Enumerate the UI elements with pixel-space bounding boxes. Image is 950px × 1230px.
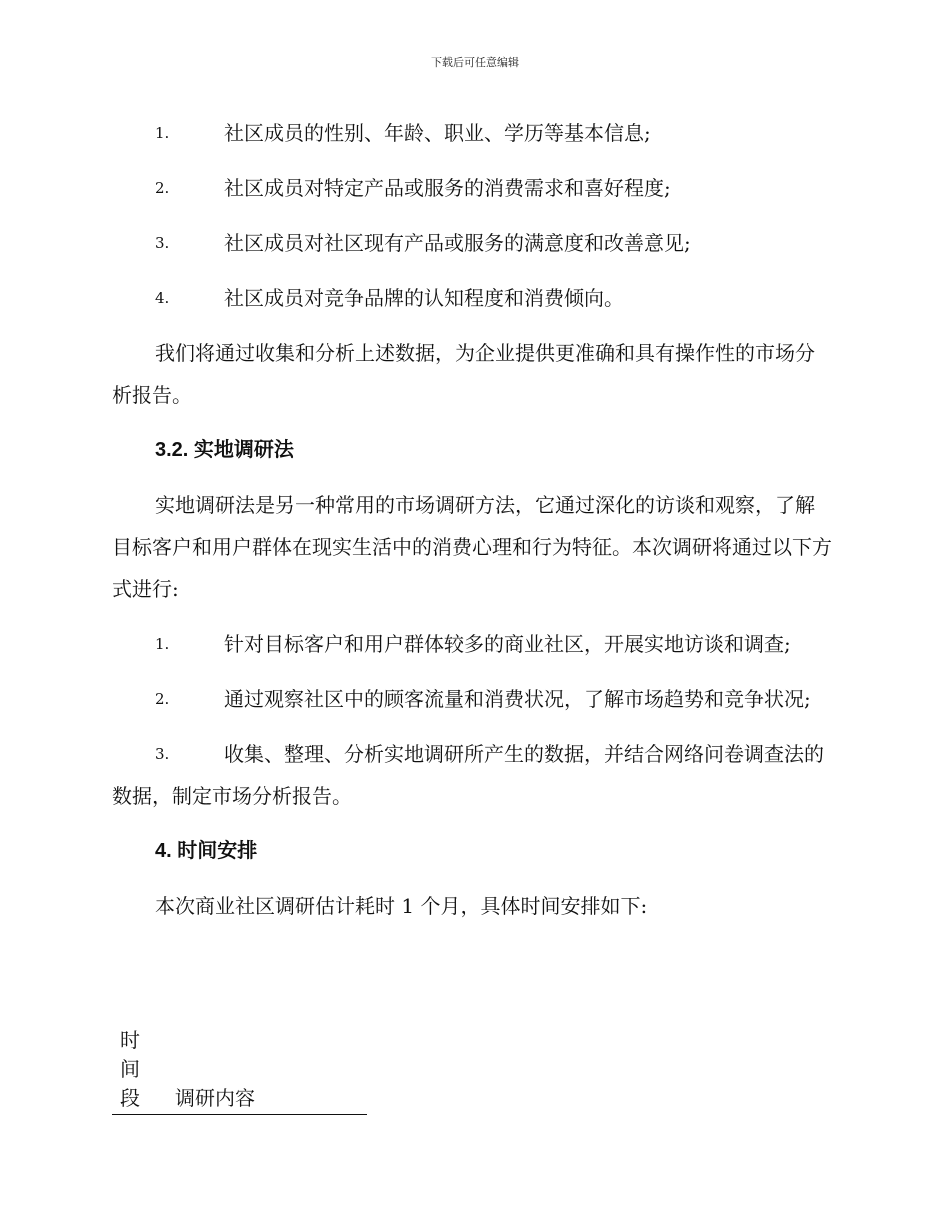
list-number: 1. bbox=[155, 124, 170, 142]
document-body bbox=[112, 112, 834, 940]
list-item bbox=[112, 112, 834, 154]
table-header-time: 时间段 bbox=[120, 1028, 140, 1110]
schedule-table bbox=[112, 1026, 367, 1115]
paragraph: 本次商业社区调研估计耗时 1 个月，具体时间安排如下: bbox=[155, 894, 648, 918]
table-header-content: 调研内容 bbox=[175, 1086, 255, 1110]
section-heading: 4. 时间安排 bbox=[155, 840, 258, 862]
list-number: 3. bbox=[155, 234, 170, 252]
list-number: 4. bbox=[155, 289, 170, 307]
paragraph: 我们将通过收集和分析上述数据，为企业提供更准确和具有操作性的市场分析报告。 bbox=[112, 341, 815, 407]
list-item bbox=[112, 277, 834, 319]
list-text: 针对目标客户和用户群体较多的商业社区，开展实地访谈和调查; bbox=[224, 632, 791, 656]
list-item bbox=[112, 678, 834, 720]
list-item bbox=[112, 167, 834, 209]
list-text: 通过观察社区中的顾客流量和消费状况，了解市场趋势和竞争状况; bbox=[224, 687, 811, 711]
list-text: 社区成员对特定产品或服务的消费需求和喜好程度; bbox=[224, 176, 671, 200]
list-text: 社区成员对竞争品牌的认知程度和消费倾向。 bbox=[224, 286, 624, 310]
list-number: 1. bbox=[155, 635, 170, 653]
list-text: 社区成员的性别、年龄、职业、学历等基本信息; bbox=[224, 121, 651, 145]
list-item bbox=[112, 222, 834, 264]
list-item bbox=[112, 733, 834, 817]
section-heading: 3.2. 实地调研法 bbox=[155, 439, 294, 461]
list-item bbox=[112, 623, 834, 665]
page-header: 下载后可任意编辑 bbox=[431, 56, 519, 69]
list-text: 收集、整理、分析实地调研所产生的数据，并结合网络问卷调查法的数据，制定市场分析报告。 bbox=[112, 742, 824, 808]
list-text: 社区成员对社区现有产品或服务的满意度和改善意见; bbox=[224, 231, 691, 255]
list-number: 2. bbox=[155, 179, 170, 197]
list-number: 2. bbox=[155, 690, 170, 708]
paragraph: 实地调研法是另一种常用的市场调研方法，它通过深化的访谈和观察，了解目标客户和用户群体在现实生活中的消费心理和行为特征。本次调研将通过以下方式进行: bbox=[112, 493, 832, 601]
list-number: 3. bbox=[155, 745, 170, 763]
